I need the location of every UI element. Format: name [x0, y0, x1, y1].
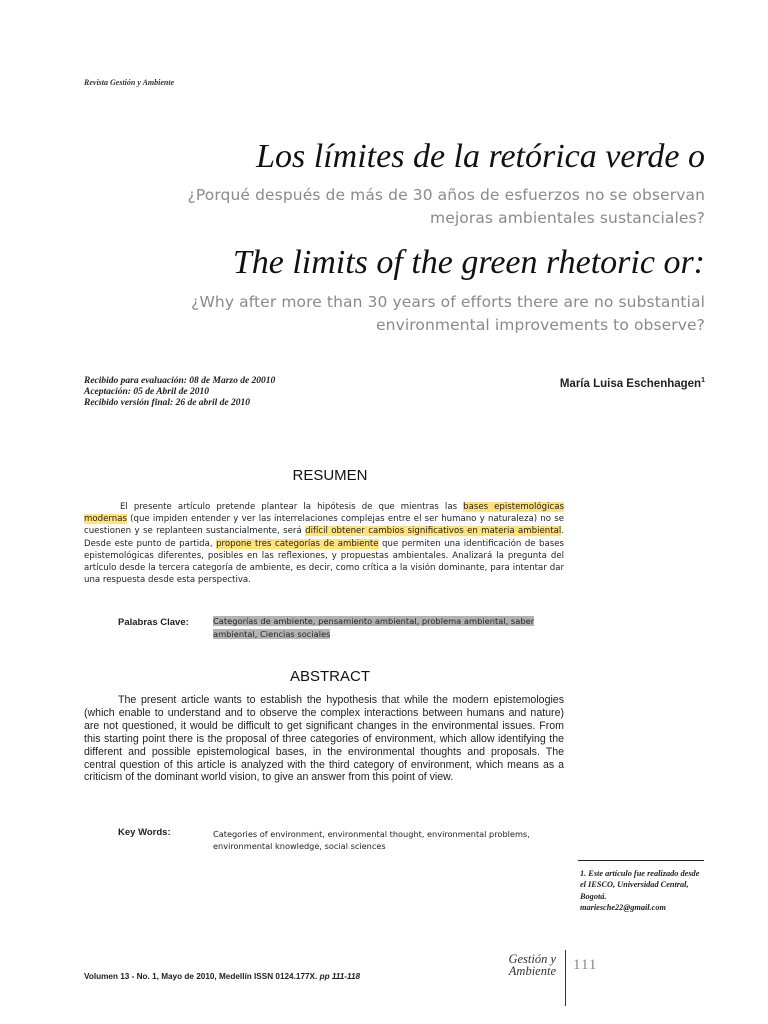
author-footnote-mark[interactable]: 1 [701, 377, 705, 384]
footnote-line3: Bogotá. [580, 891, 607, 901]
spanish-subtitle-line1: ¿Porqué después de más de 30 años de esfuerzos no se observan [187, 186, 705, 204]
volume-text: Volumen 13 - No. 1, Mayo de 2010, Medellín ISSN 0124.177X. [84, 972, 320, 981]
journal-brand [498, 953, 556, 977]
submission-dates [84, 376, 275, 409]
key-words-label: Key Words: [118, 827, 171, 838]
palabras-clave-label: Palabras Clave: [118, 617, 189, 628]
key-words-value: Categories of environment, environmental thought, environmental problems, environmental knowledge, social sciences [213, 829, 530, 851]
page-number: 111 [573, 957, 598, 973]
resumen-paragraph [84, 501, 564, 586]
english-subtitle [100, 291, 705, 337]
abstract-paragraph: The present article wants to establish the hypothesis that while the modern epistemologies (which enable to understand and to observe the complex interactions between humans and nature) are not questioned, it would be difficult to get significant changes in the environmental issues. From this starting point there is the proposal of three categories of environment, which allow identifying the different and possible epistemological bases, in the environmental thoughts and proposals. The central question of this article is analyzed with the third category of environment, which means as a criticism of the dominant world vision, to give an answer from this point of view. [84, 694, 564, 784]
english-subtitle-line2: environmental improvements to observe? [376, 316, 705, 334]
received-date: Recibido para evaluación: 08 de Marzo de 20010 [84, 376, 276, 386]
author-block [450, 377, 705, 390]
brand-line2: Ambiente [508, 964, 556, 978]
footnote-email[interactable]: mariesche22@gmail.com [580, 903, 666, 913]
page-range: pp 111-118 [319, 972, 361, 981]
footnote-divider [578, 860, 704, 861]
brand-divider [565, 950, 566, 1006]
resumen-text-3: . Desde este punto de partida, [84, 526, 564, 549]
spanish-title: Los límites de la retórica verde o [256, 138, 705, 175]
resumen-text-2: (que impiden entender y ver las interrelaciones complejas entre el ser humano y naturaleza) no se cuestionen y se replanteen sustancialmente, será [84, 514, 564, 537]
palabras-clave-value [213, 615, 543, 640]
english-title: The limits of the green rhetoric or: [232, 244, 705, 281]
brand-line1: Gestión y [508, 952, 556, 966]
journal-tag: Revista Gestión y Ambiente [84, 78, 175, 87]
resumen-heading: RESUMEN [292, 467, 368, 484]
footnote [580, 868, 708, 914]
resumen-highlight-3: propone tres categorías de ambiente [216, 538, 379, 549]
final-version-date: Recibido versión final: 26 de abril de 2010 [84, 398, 250, 408]
resumen-highlight-2: difícil obtener cambios significativos en materia ambiental [305, 526, 562, 537]
english-subtitle-line1: ¿Why after more than 30 years of efforts there are no substantial [191, 293, 705, 311]
spanish-subtitle [100, 184, 705, 230]
author-name: María Luisa Eschenhagen [559, 377, 702, 390]
volume-info [84, 972, 360, 981]
resumen-text-1: El presente artículo pretende plantear la hipótesis de que mientras las [120, 502, 464, 512]
abstract-heading: ABSTRACT [289, 668, 370, 685]
footnote-line1: 1. Este artículo fue realizado desde [580, 869, 700, 878]
resumen-highlight-1: bases epistemológicas modernas [84, 502, 564, 525]
resumen-body [84, 501, 564, 586]
spanish-subtitle-line2: mejoras ambientales sustanciales? [430, 209, 705, 227]
accepted-date: Aceptación: 05 de Abril de 2010 [84, 387, 209, 397]
abstract-body [84, 694, 564, 784]
resumen-text-4: que permiten una identificación de bases epistemológicas diferentes, posibles en las reflexiones, y propuestas ambientales. Analizará la pregunta del artículo desde la tercera categoría de ambiente, es decir, como crítica a la visión dominante, para intentar dar una respuesta desde esta perspectiva. [84, 538, 564, 586]
palabras-clave-text: Categorías de ambiente, pensamiento ambiental, problema ambiental, saber ambiental, Ciencias sociales [213, 616, 535, 639]
footnote-line2: el IESCO, Universidad Central, [580, 880, 689, 890]
